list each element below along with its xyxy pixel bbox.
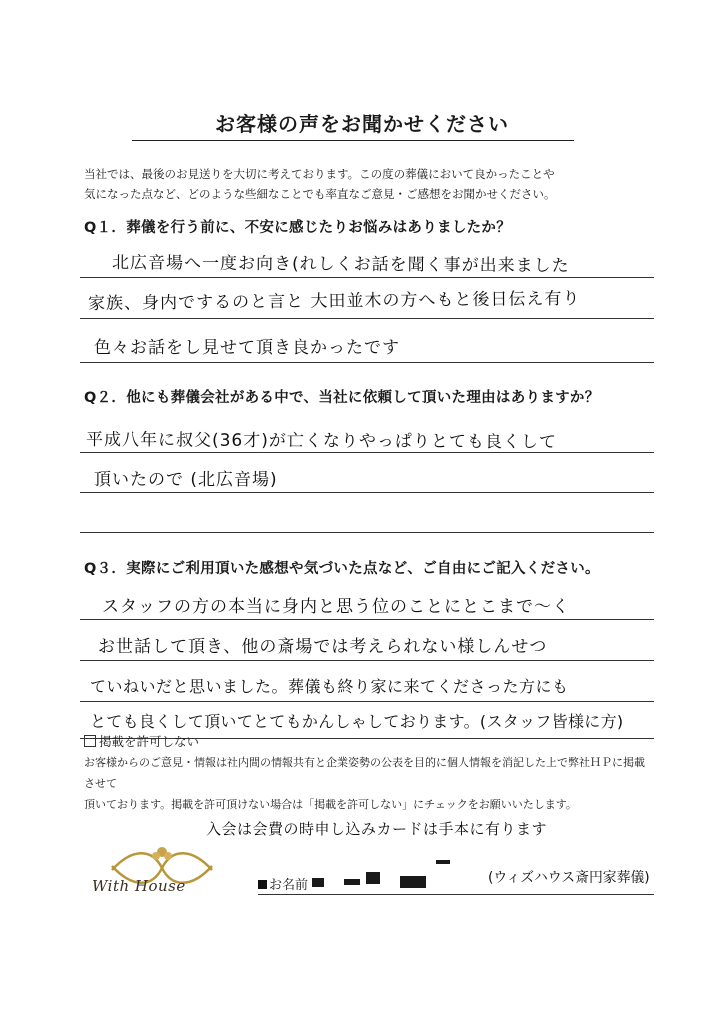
redacted-name-block — [312, 878, 324, 887]
title-underline — [132, 140, 574, 141]
handwritten-note: 入会は会費の時申し込みカードは手本に有ります — [206, 820, 548, 838]
permission-row — [84, 732, 199, 750]
q2-answer-line-1: 平成八年に叔父(36才)が亡くなりやっぱりとても良くして — [85, 430, 557, 453]
q3-rule-3 — [80, 701, 654, 702]
name-underline — [258, 894, 654, 895]
q3-answer-line-3: ていねいだと思いました。葬儀も終り家に来てくださった方にも — [90, 677, 569, 696]
q1-rule-1 — [80, 277, 654, 278]
q2-question: Q２．他にも葬儀会社がある中で、当社に依頼して頂いた理由はありますか？ — [84, 390, 600, 406]
logo-text: With House — [92, 877, 186, 895]
redacted-name-block — [344, 879, 360, 885]
q3-answer-line-1: スタッフの方の本当に身内と思う位のことにとこまで〜く — [102, 597, 570, 617]
q1-question: Q１．葬儀を行う前に、不安に感じたりお悩みはありましたか？ — [84, 220, 512, 236]
q3-rule-1 — [80, 619, 654, 620]
q1-answer-line-1: 北広音場へ一度お向き(れしくお話を聞く事が出来ました — [111, 253, 570, 277]
q3-answer-line-4: とても良くして頂いてとてもかんしゃしております。(スタッフ皆様に方) — [90, 712, 624, 731]
no-publish-checkbox[interactable] — [84, 735, 96, 747]
q1-answer-line-2: 家族、身内でするのと言と 大田並木の方へもと後日伝え有り — [87, 288, 581, 314]
permission-note-line-1: お客様からのご意見・情報は社内間の情報共有と企業姿勢の公表を目的に個人情報を消記した上で弊社ＨＰに掲載させて — [84, 756, 645, 790]
permission-note-line-2: 頂いております。掲載を許可頂けない場合は「掲載を許可しない」にチェックをお願いいたします。 — [84, 798, 577, 811]
page-title: お客様の声をお聞かせください — [215, 112, 509, 136]
q1-rule-3 — [80, 362, 654, 363]
intro-line-2: 気になった点など、どのような些細なことでも率直なご意見・ご感想をお聞かせください。 — [84, 187, 556, 201]
q2-answer-line-2: 頂いたので (北広音場) — [94, 470, 278, 490]
name-label-text: お名前 — [269, 878, 309, 893]
name-field-label — [258, 874, 308, 893]
q3-answer-line-2: お世話して頂き、他の斎場では考えられない様しんせつ — [98, 637, 548, 657]
redacted-name-block — [366, 872, 380, 884]
name-suffix-handwritten: (ウィズハウス斎円家葬儀) — [488, 870, 650, 886]
redacted-name-block — [436, 860, 450, 864]
q2-rule-3 — [80, 532, 654, 533]
q3-question: Q３．実際にご利用頂いた感想や気づいた点など、ご自由にご記入ください。 — [84, 561, 600, 577]
intro-line-1: 当社では、最後のお見送りを大切に考えております。この度の葬儀において良かったことや — [84, 167, 555, 181]
q2-rule-1 — [80, 452, 654, 453]
q1-rule-2 — [80, 318, 654, 319]
permission-note — [84, 752, 654, 815]
q1-answer-line-3: 色々お話をし見せて頂き良かったです — [94, 338, 400, 358]
redacted-name-block — [400, 876, 426, 888]
q3-rule-2 — [80, 660, 654, 661]
no-publish-label: 掲載を許可しない — [99, 734, 200, 749]
name-bullet-icon — [258, 880, 267, 889]
intro-text — [84, 164, 644, 204]
q2-rule-2 — [80, 492, 654, 493]
